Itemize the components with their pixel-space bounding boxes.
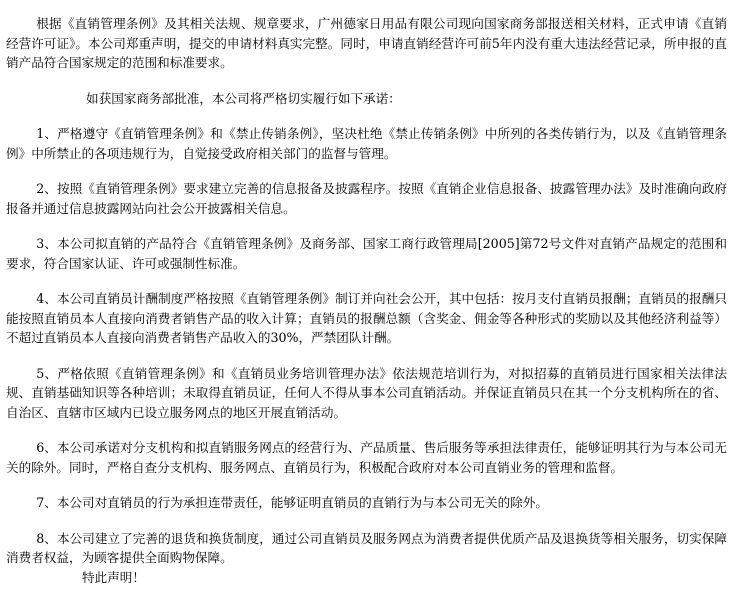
commitment-item-5: 5、严格依照《直销管理条例》和《直销员业务培训管理办法》依法规范培训行为，对拟招募的直销员进行国家相关法律法规、直销基础知识等各种培训；未取得直销员证，任何人不得从事本公司直销活动。并保证直销员只在其一个分支机构所在的省、自治区、直辖市区域内已设立服务网点的地区开展直销活动。 — [6, 365, 727, 420]
commitment-item-6: 6、本公司承诺对分支机构和拟直销服务网点的经营行为、产品质量、售后服务等承担法律责任，能够证明其行为与本公司无关的除外。同时，严格自查分支机构、服务网点、直销员行为，积极配合政府对本公司直销业务的管理和监督。 — [6, 440, 727, 475]
closing-statement: 特此声明！ — [82, 570, 145, 585]
commitment-item-2: 2、按照《直销管理条例》要求建立完善的信息报备及披露程序。按照《直销企业信息报备、披露管理办法》及时准确向政府报备并通过信息披露网站向社会公开披露相关信息。 — [6, 181, 727, 216]
commitment-item-1: 1、严格遵守《直销管理条例》和《禁止传销条例》，坚决杜绝《禁止传销条例》中所列的各类传销行为，以及《直销管理条例》中所禁止的各项违规行为，自觉接受政府相关部门的监督与管理。 — [6, 126, 727, 161]
commitment-item-4: 4、本公司直销员计酬制度严格按照《直销管理条例》制订并向社会公开，其中包括：按月支付直销员报酬；直销员的报酬只能按照直销员本人直接向消费者销售产品的收入计算；直销员的报酬总额（含奖金、佣金等各种形式的奖励以及其他经济利益等）不超过直销员本人直接向消费者销售产品收入的30%，严禁团队计酬。 — [6, 291, 727, 345]
commitment-item-3: 3、本公司拟直销的产品符合《直销管理条例》及商务部、国家工商行政管理局[2005]第72号文件对直销产品规定的范围和要求，符合国家认证、许可或强制性标准。 — [6, 236, 727, 271]
commitment-intro: 如获国家商务部批准，本公司将严格切实履行如下承诺： — [86, 90, 401, 106]
opening-paragraph: 根据《直销管理条例》及其相关法规、规章要求，广州德家日用品有限公司现向国家商务部报送相关材料，正式申请《直销经营许可证》。本公司郑重声明，提交的申请材料真实完整。同时，申请直销经营许可前5年内没有重大违法经营记录，所申报的直销产品符合国家规定的范围和标准要求。 — [6, 16, 727, 70]
commitment-item-8: 8、本公司建立了完善的退货和换货制度，通过公司直销员及服务网点为消费者提供优质产品及退换货等相关服务，切实保障消费者权益，为顾客提供全面购物保障。 — [6, 530, 727, 565]
commitment-item-7: 7、本公司对直销员的行为承担连带责任，能够证明直销员的直销行为与本公司无关的除外。 — [36, 495, 548, 510]
